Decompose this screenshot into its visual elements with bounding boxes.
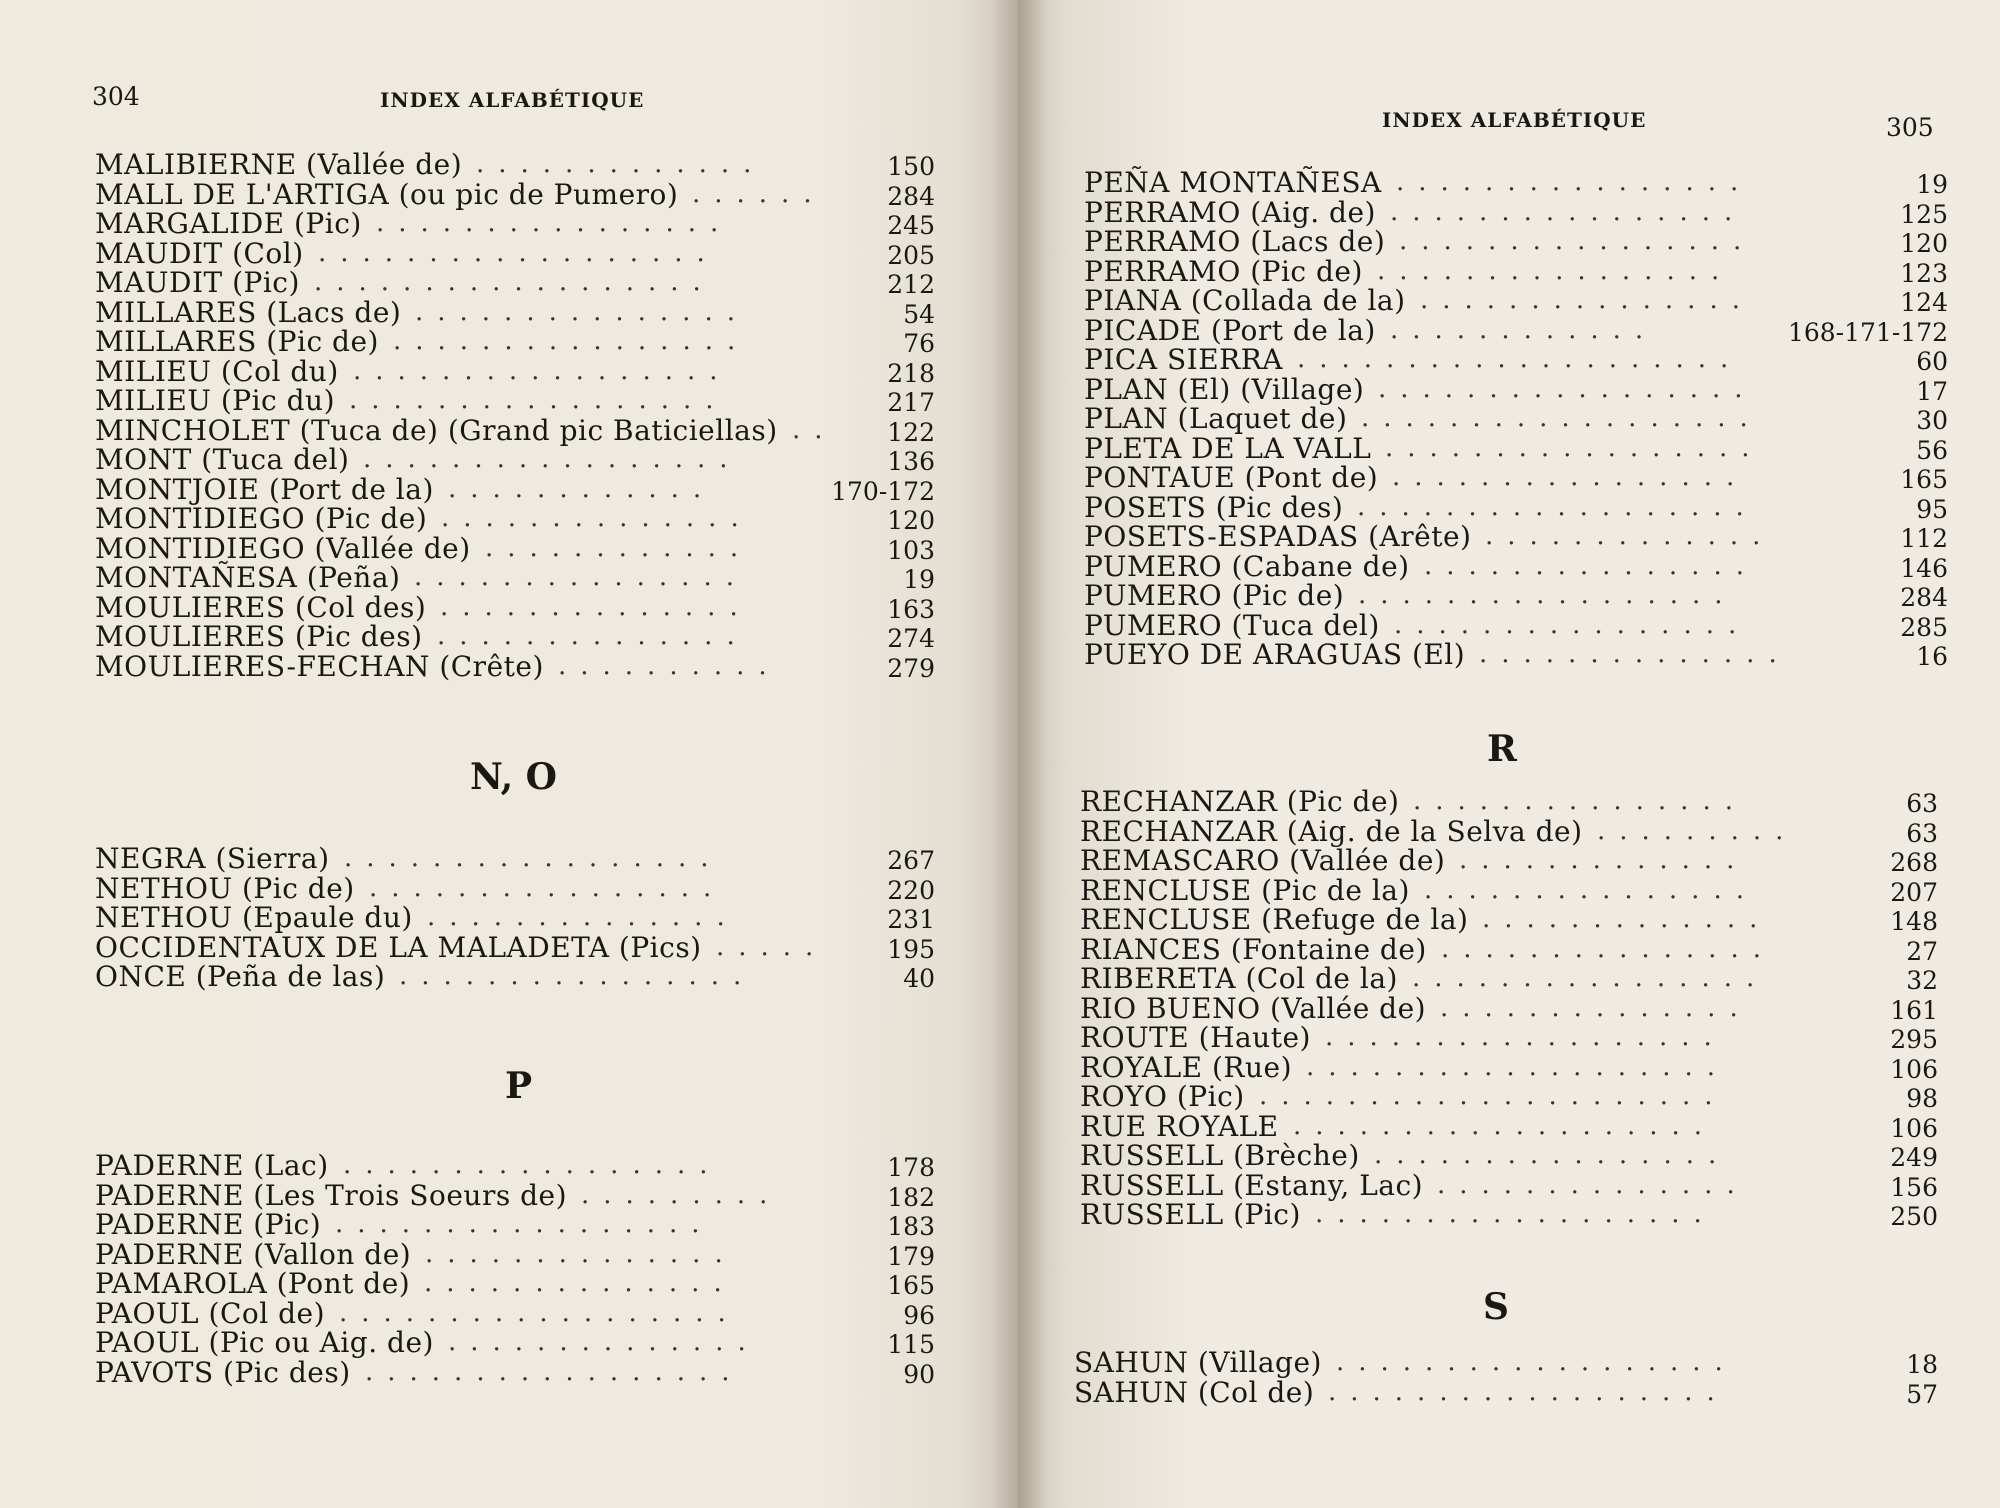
dot-leader: ................	[1412, 964, 1769, 993]
index-block-p	[95, 1151, 935, 1387]
entry-name: PLETA DE LA VALL	[1084, 431, 1372, 465]
entry-page-ref: 103	[887, 535, 935, 565]
index-block-s	[1074, 1348, 1938, 1407]
entry-name: PICA SIERRA	[1084, 343, 1284, 376]
dot-leader: ............	[1390, 315, 1658, 345]
index-entry	[1084, 549, 1948, 583]
dot-leader: ..............	[425, 1239, 737, 1269]
entry-page-ref: 182	[887, 1182, 935, 1212]
entry-name: RECHANZAR (Pic de)	[1080, 785, 1400, 818]
index-block-r	[1080, 787, 1938, 1230]
index-entry	[95, 531, 935, 565]
index-entry	[1084, 227, 1948, 257]
entry-name: MALL DE L'ARTIGA (ou pic de Pumero)	[95, 177, 679, 211]
entry-page-ref: 106	[1890, 1054, 1938, 1084]
entry-page-ref: 136	[887, 447, 935, 476]
dot-leader: ............	[448, 474, 716, 504]
entry-page-ref: 18	[1906, 1350, 1938, 1379]
index-entry	[1084, 286, 1948, 316]
book-gutter	[990, 0, 1046, 1508]
entry-name: PADERNE (Pic)	[95, 1208, 322, 1241]
entry-page-ref: 90	[903, 1359, 935, 1389]
dot-leader: ..................	[1336, 1348, 1737, 1377]
entry-name: PAOUL (Col de)	[95, 1296, 326, 1330]
entry-page-ref: 212	[887, 270, 935, 299]
entry-name: MILIEU (Col du)	[95, 354, 339, 388]
dot-leader: ...............	[1420, 286, 1754, 315]
index-entry	[1084, 313, 1948, 347]
dot-leader: ..................	[1328, 1377, 1729, 1407]
index-entry	[95, 871, 935, 905]
page-number: 305	[1886, 113, 1934, 142]
index-entry	[95, 622, 935, 652]
index-entry	[95, 413, 935, 447]
index-entry	[95, 1178, 935, 1212]
dot-leader: .........	[1597, 816, 1798, 846]
entry-page-ref: 295	[1890, 1025, 1938, 1054]
index-entry	[1080, 846, 1938, 876]
dot-leader: ..............	[441, 504, 753, 533]
index-entry	[1080, 1141, 1938, 1171]
entry-page-ref: 207	[1890, 877, 1938, 907]
entry-page-ref: 60	[1916, 347, 1948, 376]
entry-name: MILLARES (Lacs de)	[95, 295, 402, 329]
dot-leader: ..............	[424, 1269, 736, 1298]
entry-name: PADERNE (Lac)	[95, 1149, 329, 1182]
dot-leader: .............	[476, 150, 766, 179]
entry-page-ref: 124	[1900, 288, 1948, 317]
index-entry	[95, 209, 935, 239]
index-entry	[95, 1355, 935, 1389]
entry-page-ref: 279	[887, 653, 935, 683]
entry-name: ONCE (Peña de las)	[95, 960, 386, 993]
entry-name: MARGALIDE (Pic)	[95, 207, 362, 240]
section-letter-s: S	[1483, 1286, 1509, 1328]
dot-leader: ..............	[437, 622, 749, 651]
index-entry	[1084, 522, 1948, 552]
index-entry	[95, 1296, 935, 1330]
entry-name: ROUTE (Haute)	[1080, 1021, 1311, 1054]
entry-name: MAUDIT (Col)	[95, 236, 304, 270]
entry-page-ref: 179	[887, 1241, 935, 1271]
entry-name: MALIBIERNE (Vallée de)	[95, 148, 463, 181]
index-entry	[1080, 1200, 1938, 1230]
entry-name: RENCLUSE (Refuge de la)	[1080, 903, 1469, 936]
entry-page-ref: 40	[903, 964, 935, 993]
dot-leader: ....................	[1297, 345, 1743, 374]
entry-page-ref: 112	[1900, 524, 1948, 553]
index-entry	[1084, 168, 1948, 198]
entry-page-ref: 96	[903, 1300, 935, 1330]
dot-leader: ................	[1374, 1141, 1731, 1170]
index-entry	[95, 903, 935, 933]
entry-name: ROYO (Pic)	[1080, 1080, 1245, 1113]
index-entry	[95, 563, 935, 593]
dot-leader: .................	[1358, 581, 1737, 610]
dot-leader: .....	[716, 932, 828, 962]
entry-page-ref: 95	[1916, 494, 1948, 524]
entry-name: RENCLUSE (Pic de la)	[1080, 873, 1410, 907]
entry-name: MONTJOIE (Port de la)	[95, 472, 434, 506]
index-entry	[95, 844, 935, 874]
dot-leader: .................	[1385, 433, 1764, 463]
dot-leader: ...............	[414, 563, 748, 592]
entry-page-ref: 27	[1906, 936, 1938, 966]
entry-page-ref: 161	[1890, 995, 1938, 1025]
dot-leader: .....................	[1259, 1082, 1727, 1111]
index-entry	[1084, 640, 1948, 670]
section-letter-p: P	[505, 1065, 533, 1107]
dot-leader: ................	[369, 873, 726, 903]
right-page	[1018, 0, 2000, 1508]
dot-leader: .................	[363, 445, 742, 474]
entry-page-ref: 17	[1916, 376, 1948, 406]
dot-leader: .............	[1482, 905, 1772, 934]
entry-page-ref: 274	[887, 624, 935, 653]
index-entry	[1080, 932, 1938, 966]
index-entry	[1084, 345, 1948, 375]
entry-name: MONTAÑESA (Peña)	[95, 561, 401, 594]
entry-page-ref: 106	[1890, 1113, 1938, 1143]
index-entry	[95, 236, 935, 270]
entry-page-ref: 178	[887, 1153, 935, 1182]
dot-leader: ..	[792, 415, 837, 445]
index-entry	[1084, 254, 1948, 288]
index-entry	[95, 930, 935, 964]
dot-leader: .................	[344, 844, 723, 873]
dot-leader: .................	[365, 1357, 744, 1387]
dot-leader: ..............	[1437, 1170, 1749, 1200]
dot-leader: ................	[376, 209, 733, 238]
dot-leader: .................	[1378, 374, 1757, 404]
dot-leader: ...............	[1413, 787, 1747, 816]
dot-leader: ..................	[339, 1298, 740, 1328]
entry-name: MOULIERES (Col des)	[95, 590, 427, 624]
entry-page-ref: 148	[1890, 907, 1938, 936]
dot-leader: ............	[485, 533, 753, 563]
entry-page-ref: 183	[887, 1212, 935, 1241]
dot-leader: ................	[399, 962, 756, 991]
dot-leader: ................	[1377, 256, 1734, 286]
index-entry	[1074, 1348, 1938, 1378]
running-head: INDEX ALFABÉTIQUE	[380, 88, 645, 112]
index-block-p	[1084, 168, 1948, 670]
index-entry	[95, 1210, 935, 1240]
entry-page-ref: 150	[887, 152, 935, 181]
dot-leader: ..................	[1361, 404, 1762, 433]
entry-page-ref: 249	[1890, 1143, 1938, 1172]
entry-name: PERRAMO (Pic de)	[1084, 254, 1363, 288]
entry-page-ref: 218	[887, 358, 935, 388]
entry-name: SAHUN (Village)	[1074, 1346, 1322, 1379]
index-entry	[1080, 1168, 1938, 1202]
entry-name: PUMERO (Pic de)	[1084, 579, 1345, 612]
running-head: INDEX ALFABÉTIQUE	[1382, 108, 1647, 132]
entry-name: PLAN (El) (Village)	[1084, 372, 1365, 406]
dot-leader: .............	[1459, 846, 1749, 875]
entry-page-ref: 245	[887, 211, 935, 240]
index-entry	[1084, 581, 1948, 611]
entry-page-ref: 115	[887, 1330, 935, 1359]
dot-leader: .................	[343, 1151, 722, 1180]
entry-name: MOULIERES (Pic des)	[95, 620, 423, 653]
index-entry	[95, 649, 935, 683]
entry-page-ref: 170-172	[831, 476, 935, 506]
entry-page-ref: 267	[887, 846, 935, 875]
dot-leader: ..................	[314, 268, 715, 297]
dot-leader: ................	[1394, 610, 1751, 640]
entry-name: RIBERETA (Col de la)	[1080, 962, 1398, 995]
dot-leader: ..................	[1325, 1023, 1726, 1052]
entry-page-ref: 54	[903, 299, 935, 329]
entry-name: OCCIDENTAUX DE LA MALADETA (Pics)	[95, 930, 702, 964]
entry-page-ref: 98	[1906, 1084, 1938, 1113]
section-letter-r: R	[1487, 728, 1517, 770]
dot-leader: ...............	[415, 297, 749, 327]
entry-page-ref: 76	[903, 329, 935, 358]
entry-name: RUE ROYALE	[1080, 1109, 1279, 1143]
index-entry	[1074, 1375, 1938, 1409]
dot-leader: ................	[1396, 168, 1753, 197]
entry-page-ref: 57	[1906, 1379, 1938, 1409]
entry-name: PLAN (Laquet de)	[1084, 402, 1348, 435]
entry-name: MILIEU (Pic du)	[95, 384, 336, 417]
entry-page-ref: 122	[887, 417, 935, 447]
entry-name: MILLARES (Pic de)	[95, 325, 379, 358]
entry-page-ref: 63	[1906, 789, 1938, 818]
entry-name: NETHOU (Pic de)	[95, 871, 355, 905]
entry-name: SAHUN (Col de)	[1074, 1375, 1315, 1409]
index-entry	[1080, 905, 1938, 935]
entry-name: PEÑA MONTAÑESA	[1084, 166, 1382, 199]
entry-page-ref: 19	[903, 565, 935, 594]
dot-leader: .................	[353, 356, 732, 386]
index-entry	[95, 590, 935, 624]
dot-leader: ...............	[1424, 551, 1758, 581]
dot-leader: ................	[1392, 463, 1749, 492]
entry-page-ref: 32	[1906, 966, 1938, 995]
entry-page-ref: 268	[1890, 848, 1938, 877]
entry-name: PIANA (Collada de la)	[1084, 284, 1406, 317]
dot-leader: ..............	[1440, 993, 1752, 1023]
entry-name: PUEYO DE ARAGUAS (El)	[1084, 638, 1466, 671]
index-entry	[1084, 490, 1948, 524]
entry-page-ref: 168-171-172	[1787, 317, 1948, 347]
index-entry	[95, 327, 935, 357]
entry-name: PAMAROLA (Pont de)	[95, 1267, 411, 1300]
index-entry	[95, 504, 935, 534]
index-entry	[1084, 608, 1948, 642]
entry-page-ref: 231	[887, 905, 935, 934]
dot-leader: ..............	[440, 592, 752, 622]
entry-name: RUSSELL (Brèche)	[1080, 1139, 1360, 1172]
index-entry	[95, 445, 935, 475]
entry-name: RIANCES (Fontaine de)	[1080, 932, 1427, 966]
entry-page-ref: 205	[887, 240, 935, 270]
entry-name: PUMERO (Tuca del)	[1084, 608, 1380, 642]
index-entry	[95, 295, 935, 329]
index-entry	[1084, 431, 1948, 465]
entry-name: MONTIDIEGO (Pic de)	[95, 502, 428, 535]
entry-name: PICADE (Port de la)	[1084, 313, 1376, 347]
entry-page-ref: 165	[887, 1271, 935, 1300]
section-letter-no: N, O	[470, 756, 558, 798]
index-entry	[1084, 404, 1948, 434]
entry-name: NEGRA (Sierra)	[95, 842, 330, 875]
index-entry	[1080, 1109, 1938, 1143]
entry-page-ref: 120	[1900, 229, 1948, 258]
dot-leader: .................	[335, 1210, 714, 1239]
entry-page-ref: 285	[1900, 612, 1948, 642]
index-entry	[95, 386, 935, 416]
index-entry	[1080, 991, 1938, 1025]
entry-page-ref: 165	[1900, 465, 1948, 494]
entry-name: MAUDIT (Pic)	[95, 266, 300, 299]
dot-leader: ..............	[448, 1328, 760, 1357]
index-entry	[1080, 1023, 1938, 1053]
index-entry	[1080, 787, 1938, 817]
dot-leader: .............	[1485, 522, 1775, 551]
entry-page-ref: 63	[1906, 818, 1938, 848]
index-entry	[1084, 195, 1948, 229]
index-entry	[1080, 964, 1938, 994]
entry-name: NETHOU (Epaule du)	[95, 901, 413, 934]
dot-leader: .........	[581, 1180, 782, 1210]
dot-leader: ...............	[1441, 934, 1775, 964]
index-block-no	[95, 844, 935, 992]
entry-page-ref: 16	[1916, 642, 1948, 671]
entry-page-ref: 125	[1900, 199, 1948, 229]
entry-name: RIO BUENO (Vallée de)	[1080, 991, 1427, 1025]
dot-leader: ................	[1399, 227, 1756, 256]
index-entry	[95, 472, 935, 506]
entry-name: PONTAUE (Pont de)	[1084, 461, 1379, 494]
entry-name: RUSSELL (Estany, Lac)	[1080, 1168, 1424, 1202]
index-entry	[1080, 873, 1938, 907]
entry-name: RECHANZAR (Aig. de la Selva de)	[1080, 814, 1583, 848]
dot-leader: ..................	[1315, 1200, 1716, 1229]
dot-leader: ..............	[1479, 640, 1791, 669]
dot-leader: ................	[393, 327, 750, 356]
entry-name: PERRAMO (Aig. de)	[1084, 195, 1376, 229]
index-entry	[95, 1237, 935, 1271]
entry-page-ref: 220	[887, 875, 935, 905]
entry-page-ref: 163	[887, 594, 935, 624]
dot-leader: ...............	[1424, 875, 1758, 905]
entry-name: MOULIERES-FECHAN (Crête)	[95, 649, 544, 683]
index-entry	[1084, 463, 1948, 493]
index-entry	[95, 268, 935, 298]
entry-page-ref: 120	[887, 506, 935, 535]
entry-name: POSETS (Pic des)	[1084, 490, 1344, 524]
index-entry	[95, 354, 935, 388]
index-entry	[95, 1269, 935, 1299]
dot-leader: ......	[692, 179, 826, 209]
entry-name: POSETS-ESPADAS (Arête)	[1084, 520, 1472, 553]
entry-name: REMASCARO (Vallée de)	[1080, 844, 1446, 877]
index-entry	[1080, 814, 1938, 848]
entry-name: PADERNE (Vallon de)	[95, 1237, 412, 1271]
entry-page-ref: 156	[1890, 1172, 1938, 1202]
dot-leader: ..........	[558, 651, 781, 681]
dot-leader: ................	[1390, 197, 1747, 227]
entry-page-ref: 284	[1900, 583, 1948, 612]
index-entry	[1080, 1050, 1938, 1084]
entry-page-ref: 30	[1916, 406, 1948, 435]
index-entry	[95, 150, 935, 180]
dot-leader: .................	[349, 386, 728, 415]
entry-name: MONT (Tuca del)	[95, 443, 350, 476]
dot-leader: ...................	[1306, 1052, 1730, 1082]
dot-leader: ..............	[427, 903, 739, 932]
dot-leader: ...................	[1293, 1111, 1717, 1141]
entry-name: PAVOTS (Pic des)	[95, 1355, 351, 1389]
entry-page-ref: 250	[1890, 1202, 1938, 1231]
index-entry	[1080, 1082, 1938, 1112]
entry-page-ref: 146	[1900, 553, 1948, 583]
entry-name: MINCHOLET (Tuca de) (Grand pic Baticiellas)	[95, 413, 778, 447]
dot-leader: ..................	[318, 238, 719, 268]
entry-page-ref: 284	[887, 181, 935, 211]
entry-name: PUMERO (Cabane de)	[1084, 549, 1410, 583]
entry-name: ROYALE (Rue)	[1080, 1050, 1293, 1084]
page-number: 304	[92, 82, 140, 111]
entry-page-ref: 56	[1916, 435, 1948, 465]
index-block-m	[95, 150, 935, 681]
entry-page-ref: 123	[1900, 258, 1948, 288]
entry-name: PAOUL (Pic ou Aig. de)	[95, 1326, 434, 1359]
dot-leader: ..................	[1357, 492, 1758, 522]
index-entry	[95, 1151, 935, 1181]
entry-name: PERRAMO (Lacs de)	[1084, 225, 1386, 258]
entry-name: RUSSELL (Pic)	[1080, 1198, 1301, 1231]
entry-page-ref: 195	[887, 934, 935, 964]
entry-page-ref: 217	[887, 388, 935, 417]
entry-name: MONTIDIEGO (Vallée de)	[95, 531, 471, 565]
index-entry	[1084, 372, 1948, 406]
entry-name: PADERNE (Les Trois Soeurs de)	[95, 1178, 568, 1212]
index-entry	[95, 177, 935, 211]
index-entry	[95, 962, 935, 992]
index-entry	[95, 1328, 935, 1358]
entry-page-ref: 19	[1916, 170, 1948, 199]
